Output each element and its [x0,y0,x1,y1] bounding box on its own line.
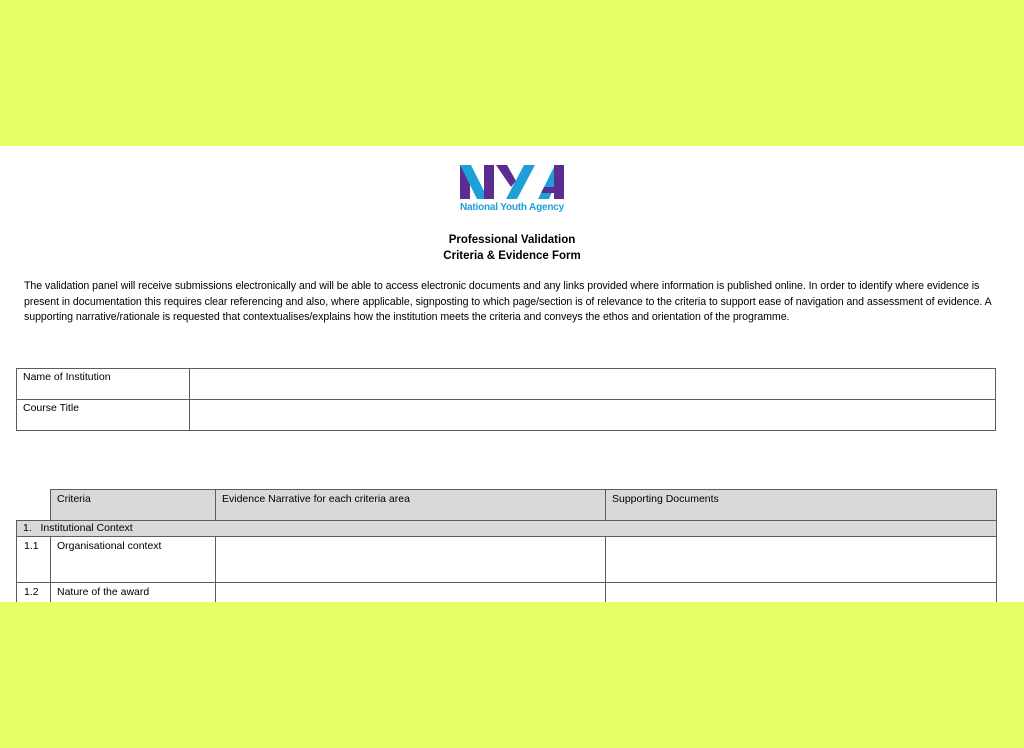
institution-name-label: Name of Institution [17,369,190,400]
table-row [17,400,996,431]
institution-name-field[interactable] [190,369,996,400]
nya-logo-mark-icon [458,163,566,201]
table-row [17,369,996,400]
criteria-number: 1.1 [17,537,51,583]
table-row [17,537,997,583]
form-title [0,232,1024,264]
supporting-documents-field[interactable] [606,583,997,603]
evidence-narrative-field[interactable] [216,583,606,603]
institution-info-table [16,368,996,431]
supporting-documents-field[interactable] [606,537,997,583]
criteria-number: 1.2 [17,583,51,603]
criteria-label: Nature of the award [51,583,216,603]
section-row [17,521,997,537]
header-evidence-narrative: Evidence Narrative for each criteria area [216,490,606,521]
header-number-cell [17,490,51,521]
section-title: 1. Institutional Context [17,521,997,537]
title-line-1: Professional Validation [448,234,576,246]
table-header-row [17,490,997,521]
course-title-field[interactable] [190,400,996,431]
logo-subtitle: National Youth Agency [460,202,564,213]
header-supporting-documents: Supporting Documents [606,490,997,521]
criteria-label: Organisational context [51,537,216,583]
criteria-evidence-table [16,489,997,602]
document-page [0,146,1024,602]
title-line-2: Criteria & Evidence Form [443,250,581,262]
table-row [17,583,997,603]
course-title-label: Course Title [17,400,190,431]
nya-logo [456,163,568,219]
intro-paragraph: The validation panel will receive submissions electronically and will be able to access electronic documents and any links provided where information is published online. In order to identify where evidence is present in documentation this requires clear referencing and also, where applicable, signposting to which page/section is of relevance to the criteria to support ease of navigation and assessment of evidence. A supporting narrative/rationale is requested that contextualises/explains how the institution meets the criteria and conveys the ethos and orientation of the programme. [24,280,992,323]
header-criteria: Criteria [51,490,216,521]
evidence-narrative-field[interactable] [216,537,606,583]
